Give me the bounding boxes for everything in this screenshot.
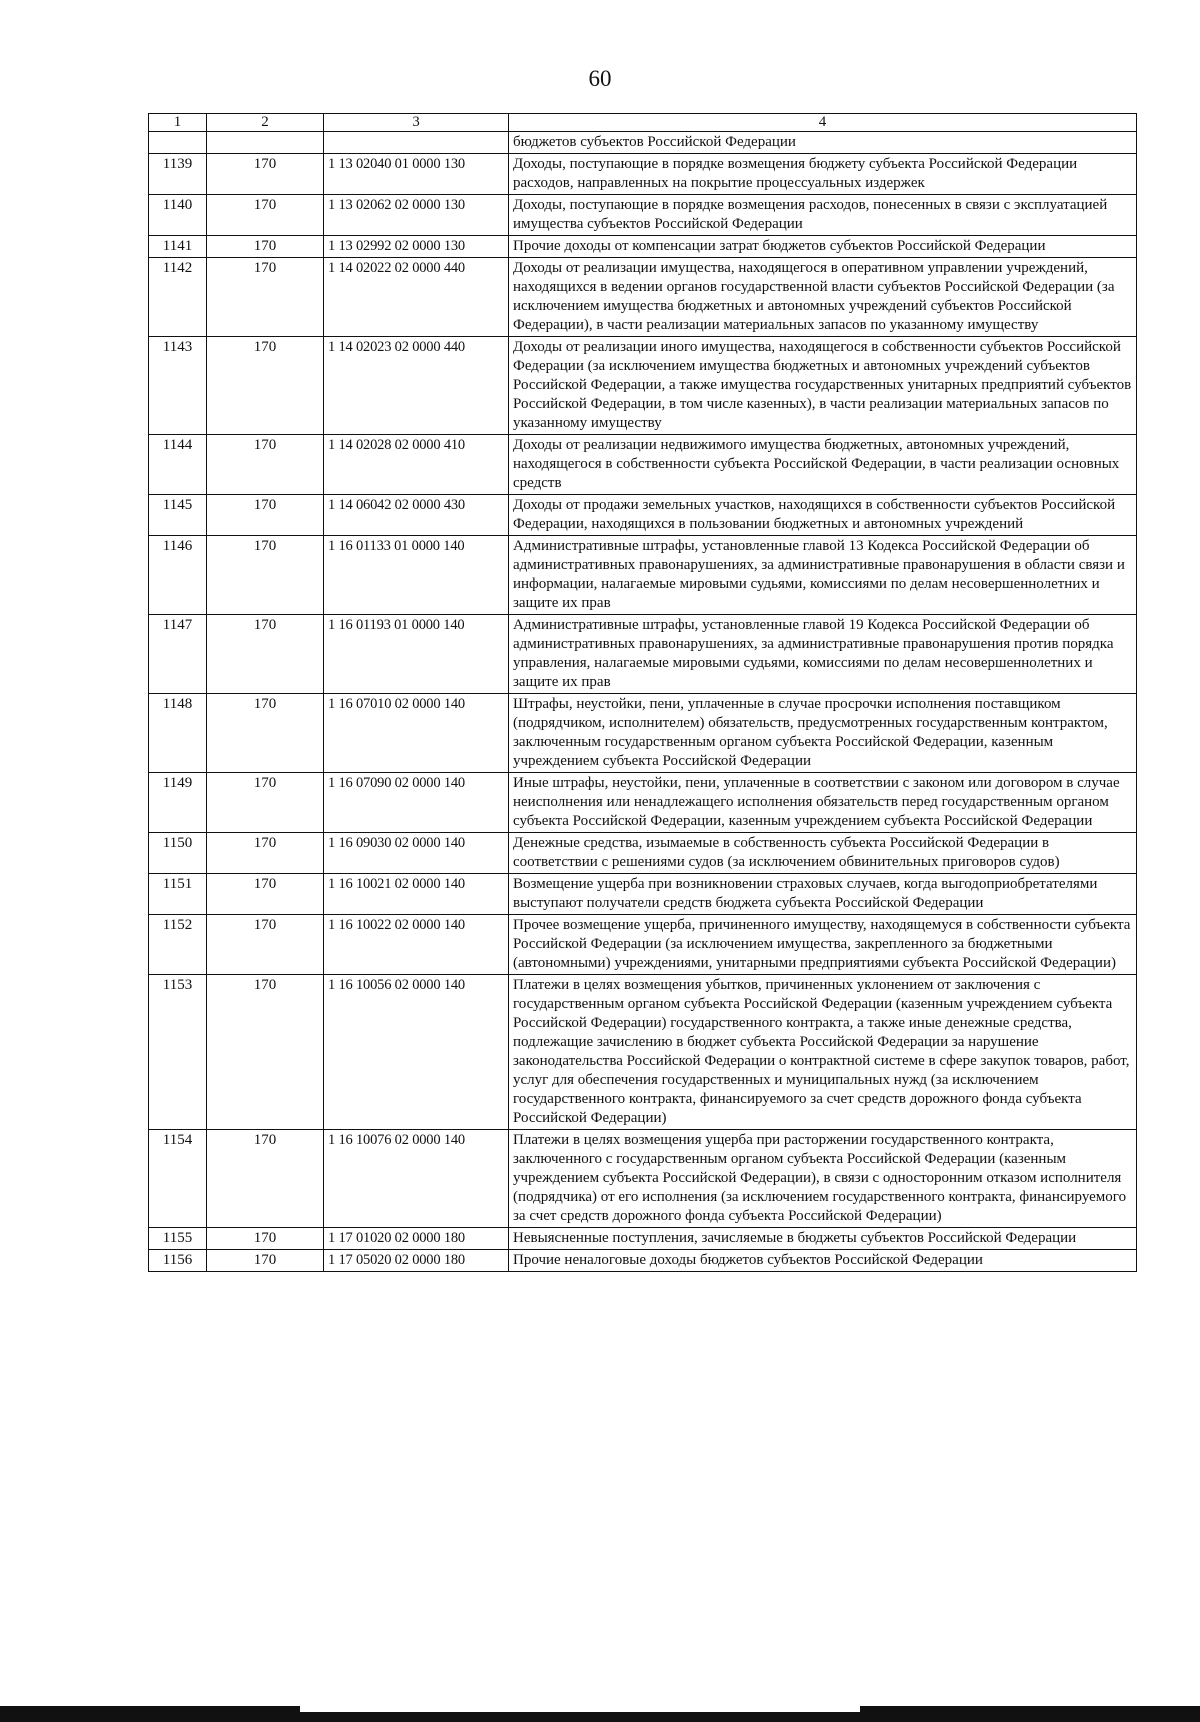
revenue-code-cell: 1 14 02028 02 0000 410 xyxy=(324,435,509,495)
table-row xyxy=(149,975,1137,1130)
revenue-code-cell: 1 17 01020 02 0000 180 xyxy=(324,1228,509,1250)
admin-code-cell: 170 xyxy=(207,1130,324,1228)
revenue-code-cell: 1 17 05020 02 0000 180 xyxy=(324,1250,509,1272)
revenue-code-cell: 1 16 10022 02 0000 140 xyxy=(324,915,509,975)
description-cell: Доходы от продажи земельных участков, находящихся в собственности субъектов Российской Федерации, находящихся в пользовании бюджетных и автономных учреждений xyxy=(509,495,1137,536)
table-row xyxy=(149,536,1137,615)
admin-code-cell: 170 xyxy=(207,435,324,495)
revenue-code-cell: 1 16 01133 01 0000 140 xyxy=(324,536,509,615)
table-row xyxy=(149,773,1137,833)
table-row xyxy=(149,435,1137,495)
description-cell: Административные штрафы, установленные главой 19 Кодекса Российской Федерации об административных правонарушениях, за административные правонарушения против порядка управления, налагаемые мировыми судьями, комиссиями по делам несовершеннолетних и защите их прав xyxy=(509,615,1137,694)
row-number-cell: 1140 xyxy=(149,195,207,236)
admin-code-cell: 170 xyxy=(207,195,324,236)
table-row xyxy=(149,236,1137,258)
admin-code-cell: 170 xyxy=(207,154,324,195)
description-cell: Невыясненные поступления, зачисляемые в бюджеты субъектов Российской Федерации xyxy=(509,1228,1137,1250)
header-cell-1: 1 xyxy=(149,114,207,132)
revenue-code-cell: 1 14 06042 02 0000 430 xyxy=(324,495,509,536)
revenue-code-cell: 1 16 09030 02 0000 140 xyxy=(324,833,509,874)
page-number: 60 xyxy=(588,66,612,91)
header-cell-4: 4 xyxy=(509,114,1137,132)
revenue-code-cell: 1 16 07010 02 0000 140 xyxy=(324,694,509,773)
description-cell: Прочие доходы от компенсации затрат бюджетов субъектов Российской Федерации xyxy=(509,236,1137,258)
scan-edge-gap xyxy=(300,1706,860,1712)
revenue-code-cell: 1 13 02040 01 0000 130 xyxy=(324,154,509,195)
revenue-code-cell xyxy=(324,132,509,154)
revenue-code-cell: 1 16 01193 01 0000 140 xyxy=(324,615,509,694)
admin-code-cell: 170 xyxy=(207,258,324,337)
row-number-cell: 1152 xyxy=(149,915,207,975)
row-number-cell xyxy=(149,132,207,154)
row-number-cell: 1153 xyxy=(149,975,207,1130)
admin-code-cell: 170 xyxy=(207,495,324,536)
row-number-cell: 1150 xyxy=(149,833,207,874)
admin-code-cell: 170 xyxy=(207,1250,324,1272)
admin-code-cell: 170 xyxy=(207,975,324,1130)
revenue-code-cell: 1 16 10056 02 0000 140 xyxy=(324,975,509,1130)
table-row xyxy=(149,1250,1137,1272)
table-row xyxy=(149,1130,1137,1228)
admin-code-cell: 170 xyxy=(207,536,324,615)
admin-code-cell: 170 xyxy=(207,1228,324,1250)
admin-code-cell: 170 xyxy=(207,874,324,915)
table-row xyxy=(149,337,1137,435)
admin-code-cell xyxy=(207,132,324,154)
description-cell: Платежи в целях возмещения ущерба при расторжении государственного контракта, заключенного с государственным органом субъекта Российской Федерации (казенным учреждением субъекта Российской Федерации), в связи с односторонним отказом исполнителя (подрядчика) от его исполнения (за исключением государственного контракта, финансируемого за счет средств дорожного фонда субъекта Российской Федерации) xyxy=(509,1130,1137,1228)
description-cell: Платежи в целях возмещения убытков, причиненных уклонением от заключения с государственным органом субъекта Российской Федерации (казенным учреждением субъекта Российской Федерации) государственного контракта, а также иные денежные средства, подлежащие зачислению в бюджет субъекта Российской Федерации за нарушение законодательства Российской Федерации о контрактной системе в сфере закупок товаров, работ, услуг для обеспечения государственных и муниципальных нужд (за исключением государственного контракта, финансируемого за счет средств дорожного фонда субъекта Российской Федерации) xyxy=(509,975,1137,1130)
row-number-cell: 1143 xyxy=(149,337,207,435)
row-number-cell: 1148 xyxy=(149,694,207,773)
admin-code-cell: 170 xyxy=(207,236,324,258)
description-cell: Административные штрафы, установленные главой 13 Кодекса Российской Федерации об административных правонарушениях, за административные правонарушения в области связи и информации, налагаемые мировыми судьями, комиссиями по делам несовершеннолетних и защите их прав xyxy=(509,536,1137,615)
table-row xyxy=(149,615,1137,694)
description-cell: Доходы, поступающие в порядке возмещения бюджету субъекта Российской Федерации расходов, направленных на покрытие процессуальных издержек xyxy=(509,154,1137,195)
table-row xyxy=(149,833,1137,874)
row-number-cell: 1144 xyxy=(149,435,207,495)
description-cell: Доходы, поступающие в порядке возмещения расходов, понесенных в связи с эксплуатацией имущества субъектов Российской Федерации xyxy=(509,195,1137,236)
table-row xyxy=(149,132,1137,154)
row-number-cell: 1146 xyxy=(149,536,207,615)
revenue-code-cell: 1 16 10076 02 0000 140 xyxy=(324,1130,509,1228)
row-number-cell: 1142 xyxy=(149,258,207,337)
description-cell: Доходы от реализации имущества, находящегося в оперативном управлении учреждений, находящихся в ведении органов государственной власти субъектов Российской Федерации (за исключением имущества бюджетных и автономных учреждений субъектов Российской Федерации), в части реализации материальных запасов по указанному имуществу xyxy=(509,258,1137,337)
row-number-cell: 1149 xyxy=(149,773,207,833)
table-row xyxy=(149,495,1137,536)
header-cell-2: 2 xyxy=(207,114,324,132)
description-cell: Прочие неналоговые доходы бюджетов субъектов Российской Федерации xyxy=(509,1250,1137,1272)
admin-code-cell: 170 xyxy=(207,773,324,833)
description-cell: Денежные средства, изымаемые в собственность субъекта Российской Федерации в соответствии с решениями судов (за исключением обвинительных приговоров судов) xyxy=(509,833,1137,874)
admin-code-cell: 170 xyxy=(207,915,324,975)
row-number-cell: 1155 xyxy=(149,1228,207,1250)
row-number-cell: 1145 xyxy=(149,495,207,536)
row-number-cell: 1156 xyxy=(149,1250,207,1272)
row-number-cell: 1154 xyxy=(149,1130,207,1228)
row-number-cell: 1141 xyxy=(149,236,207,258)
table-row xyxy=(149,915,1137,975)
description-cell: Прочее возмещение ущерба, причиненного имуществу, находящемуся в собственности субъекта Российской Федерации (за исключением имущества, закрепленного за бюджетными (автономными) учреждениями, унитарными предприятиями субъекта Российской Федерации) xyxy=(509,915,1137,975)
table-row xyxy=(149,1228,1137,1250)
description-cell: Возмещение ущерба при возникновении страховых случаев, когда выгодоприобретателями выступают получатели средств бюджета субъекта Российской Федерации xyxy=(509,874,1137,915)
table-row xyxy=(149,694,1137,773)
description-cell: Доходы от реализации иного имущества, находящегося в собственности субъектов Российской Федерации (за исключением имущества бюджетных и автономных учреждений субъектов Российской Федерации, а также имущества государственных унитарных предприятий субъектов Российской Федерации, в том числе казенных), в части реализации материальных запасов по указанному имуществу xyxy=(509,337,1137,435)
table-row xyxy=(149,195,1137,236)
revenue-code-cell: 1 14 02023 02 0000 440 xyxy=(324,337,509,435)
revenue-code-cell: 1 14 02022 02 0000 440 xyxy=(324,258,509,337)
admin-code-cell: 170 xyxy=(207,694,324,773)
row-number-cell: 1147 xyxy=(149,615,207,694)
revenue-code-cell: 1 16 07090 02 0000 140 xyxy=(324,773,509,833)
table-row xyxy=(149,874,1137,915)
description-cell: Иные штрафы, неустойки, пени, уплаченные в соответствии с законом или договором в случае неисполнения или ненадлежащего исполнения обязательств перед государственным органом субъекта Российской Федерации, казенным учреждением субъекта Российской Федерации xyxy=(509,773,1137,833)
header-cell-3: 3 xyxy=(324,114,509,132)
revenue-codes-table xyxy=(148,113,1137,1272)
table-row xyxy=(149,154,1137,195)
description-cell: Штрафы, неустойки, пени, уплаченные в случае просрочки исполнения поставщиком (подрядчиком, исполнителем) обязательств, предусмотренных государственным контрактом, заключенным государственным органом субъекта Российской Федерации, казенным учреждением субъекта Российской Федерации xyxy=(509,694,1137,773)
row-number-cell: 1139 xyxy=(149,154,207,195)
revenue-code-cell: 1 13 02062 02 0000 130 xyxy=(324,195,509,236)
table-header-row xyxy=(149,114,1137,132)
admin-code-cell: 170 xyxy=(207,615,324,694)
revenue-code-cell: 1 16 10021 02 0000 140 xyxy=(324,874,509,915)
description-cell: бюджетов субъектов Российской Федерации xyxy=(509,132,1137,154)
table-row xyxy=(149,258,1137,337)
revenue-code-cell: 1 13 02992 02 0000 130 xyxy=(324,236,509,258)
admin-code-cell: 170 xyxy=(207,337,324,435)
description-cell: Доходы от реализации недвижимого имущества бюджетных, автономных учреждений, находящегося в собственности субъекта Российской Федерации, в части реализации основных средств xyxy=(509,435,1137,495)
row-number-cell: 1151 xyxy=(149,874,207,915)
table-body xyxy=(149,132,1137,1272)
admin-code-cell: 170 xyxy=(207,833,324,874)
